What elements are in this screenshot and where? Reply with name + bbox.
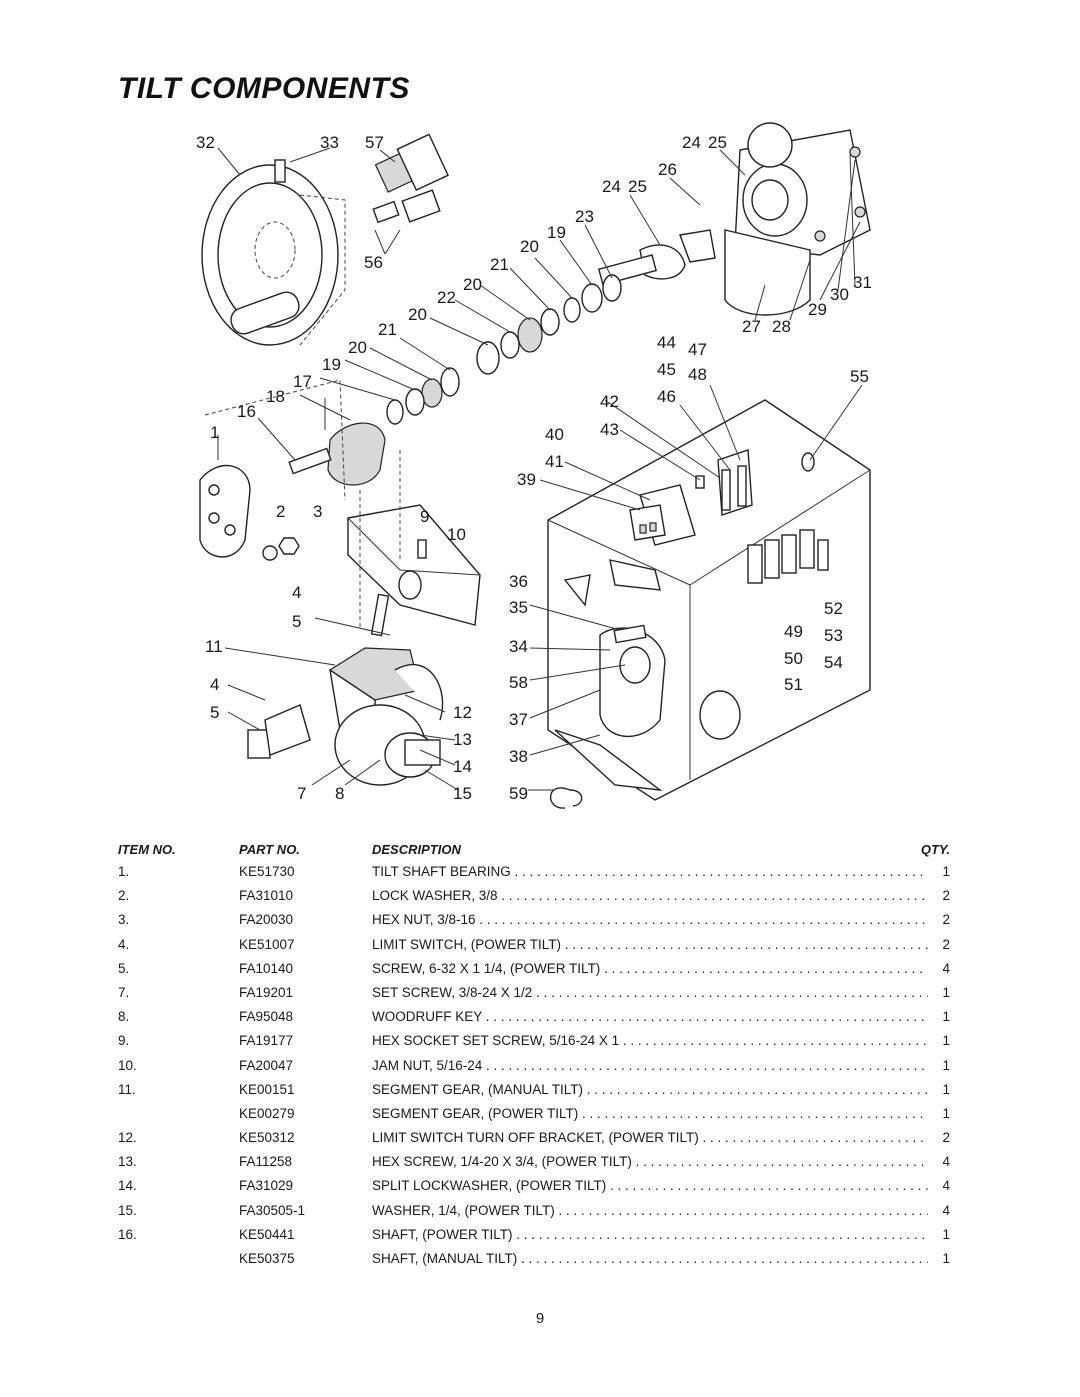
callout: 47: [688, 340, 707, 359]
callout: 40: [545, 425, 564, 444]
callout: 55: [850, 367, 869, 386]
cell-part-no: KE00279: [239, 1105, 295, 1121]
table-header: [118, 838, 950, 860]
cell-qty: 1: [942, 1251, 950, 1266]
cell-description: SEGMENT GEAR, (MANUAL TILT) . . .: [372, 1082, 928, 1097]
callout: 29: [808, 300, 827, 319]
cell-item-no: 12.: [118, 1130, 137, 1146]
washer-chain: [387, 275, 621, 424]
table-row: [118, 1102, 950, 1126]
cell-description: WOODRUFF KEY . . .: [372, 1009, 928, 1024]
cell-description: SCREW, 6-32 X 1 1/4, (POWER TILT) . . .: [372, 961, 928, 976]
cell-description: SET SCREW, 3/8-24 X 1/2 . . .: [372, 985, 928, 1000]
cell-description: SEGMENT GEAR, (POWER TILT) . . .: [372, 1106, 928, 1121]
callout: 36: [509, 572, 528, 591]
callout: 56: [364, 253, 383, 272]
header-description: DESCRIPTION: [372, 842, 461, 857]
cell-qty: 1: [942, 1009, 950, 1025]
cell-qty: 1: [942, 1057, 950, 1073]
cell-item-no: 16.: [118, 1226, 137, 1242]
handwheel: [202, 160, 338, 345]
callout: 34: [509, 637, 528, 656]
switch-knob: [373, 134, 448, 222]
callout: 21: [490, 255, 509, 274]
cell-item-no: 4.: [118, 936, 130, 952]
callout: 54: [824, 653, 843, 672]
callout: 51: [784, 675, 803, 694]
cell-part-no: FA20047: [239, 1057, 294, 1073]
callout: 5: [292, 612, 302, 631]
callout: 24: [682, 133, 701, 152]
callout: 17: [293, 372, 312, 391]
cell-item-no: 3.: [118, 912, 130, 928]
callout: 58: [509, 673, 528, 692]
callout: 20: [408, 305, 427, 324]
callout: 59: [509, 784, 528, 803]
callout: 12: [453, 703, 472, 722]
cell-part-no: FA31010: [239, 888, 294, 904]
cell-description: SHAFT, (POWER TILT) . . .: [372, 1227, 928, 1242]
cell-item-no: 1.: [118, 864, 130, 879]
callout: 5: [210, 703, 220, 722]
cell-item-no: 2.: [118, 888, 130, 904]
cell-part-no: FA20030: [239, 912, 294, 928]
cell-qty: 1: [942, 984, 950, 1000]
cell-qty: 4: [942, 1154, 950, 1170]
cell-qty: 2: [942, 912, 950, 928]
table-body: [118, 860, 950, 1271]
worm-gear: [289, 398, 385, 485]
exploded-diagram: [0, 120, 1080, 820]
callout: 33: [320, 133, 339, 152]
housing-box: [548, 400, 870, 800]
header-qty: QTY.: [920, 842, 950, 857]
callout: 3: [313, 502, 323, 521]
cell-part-no: FA11258: [239, 1154, 293, 1170]
callout: 49: [784, 622, 803, 641]
table-row: [118, 957, 950, 981]
cell-part-no: FA10140: [239, 960, 294, 976]
segment-gear: [248, 648, 443, 785]
callout: 31: [853, 273, 872, 292]
cell-description: SPLIT LOCKWASHER, (POWER TILT) . . .: [372, 1178, 928, 1193]
callout: 11: [205, 637, 223, 656]
callout: 53: [824, 626, 843, 645]
cell-part-no: FA95048: [239, 1009, 294, 1025]
callout: 25: [628, 177, 647, 196]
callout: 20: [463, 275, 482, 294]
callout: 19: [547, 223, 566, 242]
table-row: [118, 933, 950, 957]
cell-item-no: 9.: [118, 1033, 130, 1049]
callout: 50: [784, 649, 803, 668]
callout: 2: [276, 502, 286, 521]
callout: 4: [292, 583, 302, 602]
table-row: [118, 908, 950, 932]
callout: 43: [600, 420, 619, 439]
cell-part-no: KE51730: [239, 864, 295, 879]
tilt-bearing: [200, 466, 250, 557]
callout: 39: [517, 470, 536, 489]
header-item-no: ITEM NO.: [118, 842, 176, 857]
callout: 32: [196, 133, 215, 152]
callout: 7: [297, 784, 307, 803]
cell-description: HEX NUT, 3/8-16 . . .: [372, 912, 928, 927]
cell-part-no: KE50312: [239, 1130, 295, 1146]
cell-item-no: 8.: [118, 1009, 130, 1025]
callout: 27: [742, 317, 761, 336]
cell-qty: 1: [942, 864, 950, 879]
callout: 52: [824, 599, 843, 618]
cell-qty: 4: [942, 1178, 950, 1194]
page-title: TILT COMPONENTS: [118, 72, 410, 105]
cell-item-no: 13.: [118, 1154, 137, 1170]
cell-item-no: 10.: [118, 1057, 137, 1073]
cell-item-no: 11.: [118, 1081, 136, 1097]
cell-description: LIMIT SWITCH TURN OFF BRACKET, (POWER TILT) . . .: [372, 1130, 928, 1145]
cell-item-no: 7.: [118, 984, 130, 1000]
cell-part-no: KE50441: [239, 1226, 295, 1242]
cell-description: LIMIT SWITCH, (POWER TILT) . . .: [372, 937, 928, 952]
cell-description: HEX SOCKET SET SCREW, 5/16-24 X 1 . . .: [372, 1033, 928, 1048]
cell-part-no: FA30505-1: [239, 1202, 306, 1218]
cell-item-no: 15.: [118, 1202, 137, 1218]
cell-qty: 2: [942, 1130, 950, 1146]
cell-description: HEX SCREW, 1/4-20 X 3/4, (POWER TILT) . . .: [372, 1154, 928, 1169]
callout: 19: [322, 355, 341, 374]
cell-qty: 2: [942, 888, 950, 904]
page-number: 9: [535, 1310, 545, 1327]
cell-item-no: 5.: [118, 960, 130, 976]
callout: 35: [509, 598, 528, 617]
callout: 30: [830, 285, 849, 304]
table-row: [118, 1223, 950, 1247]
table-row: [118, 1199, 950, 1223]
callout: 37: [509, 710, 528, 729]
callout: 9: [420, 507, 430, 526]
cell-qty: 1: [942, 1033, 950, 1049]
cell-qty: 2: [942, 936, 950, 952]
callout: 18: [266, 387, 285, 406]
table-row: [118, 884, 950, 908]
cell-part-no: FA19177: [239, 1033, 294, 1049]
callout: 23: [575, 207, 594, 226]
cell-qty: 4: [942, 960, 950, 976]
callout: 10: [447, 525, 466, 544]
table-row: [118, 1150, 950, 1174]
table-row: [118, 1078, 950, 1102]
cell-description: JAM NUT, 5/16-24 . . .: [372, 1058, 928, 1073]
cell-qty: 1: [942, 1226, 950, 1242]
table-row: [118, 1174, 950, 1198]
cell-part-no: KE50375: [239, 1251, 295, 1266]
cell-qty: 1: [942, 1105, 950, 1121]
cell-description: SHAFT, (MANUAL TILT) . . .: [372, 1251, 928, 1266]
callout: 48: [688, 365, 707, 384]
cell-description: WASHER, 1/4, (POWER TILT) . . .: [372, 1203, 928, 1218]
callout: 4: [210, 675, 220, 694]
callout: 8: [335, 784, 345, 803]
callout: 20: [520, 237, 539, 256]
callout: 46: [657, 387, 676, 406]
callout: 13: [453, 730, 472, 749]
table-row: [118, 1005, 950, 1029]
table-row: [118, 981, 950, 1005]
cell-qty: 1: [942, 1081, 950, 1097]
callout: 38: [509, 747, 528, 766]
callout: 26: [658, 160, 677, 179]
cell-part-no: FA31029: [239, 1178, 294, 1194]
callout: 21: [378, 320, 397, 339]
cell-part-no: KE00151: [239, 1081, 295, 1097]
callout: 14: [453, 757, 472, 776]
parts-table: [118, 838, 950, 1271]
callout: 28: [772, 317, 791, 336]
cell-part-no: FA19201: [239, 984, 294, 1000]
callout: 41: [545, 452, 564, 471]
table-row: [118, 860, 950, 884]
table-row: [118, 1029, 950, 1053]
header-part-no: PART NO.: [239, 842, 300, 857]
snap-ring: [551, 788, 582, 808]
callout: 44: [657, 333, 676, 352]
callout: 15: [453, 784, 472, 803]
callout: 42: [600, 392, 619, 411]
cell-item-no: 14.: [118, 1178, 137, 1194]
callout: 45: [657, 360, 676, 379]
callout: 57: [365, 133, 384, 152]
callout: 22: [437, 288, 456, 307]
table-row: [118, 1247, 950, 1271]
table-row: [118, 1054, 950, 1078]
table-row: [118, 1126, 950, 1150]
callout: 25: [708, 133, 727, 152]
callout: 16: [237, 402, 256, 421]
cell-description: TILT SHAFT BEARING . . .: [372, 864, 928, 879]
cell-qty: 4: [942, 1202, 950, 1218]
callout: 1: [210, 423, 220, 442]
cell-description: LOCK WASHER, 3/8 . . .: [372, 888, 928, 903]
cell-part-no: KE51007: [239, 936, 295, 952]
callout: 24: [602, 177, 621, 196]
callout: 20: [348, 338, 367, 357]
